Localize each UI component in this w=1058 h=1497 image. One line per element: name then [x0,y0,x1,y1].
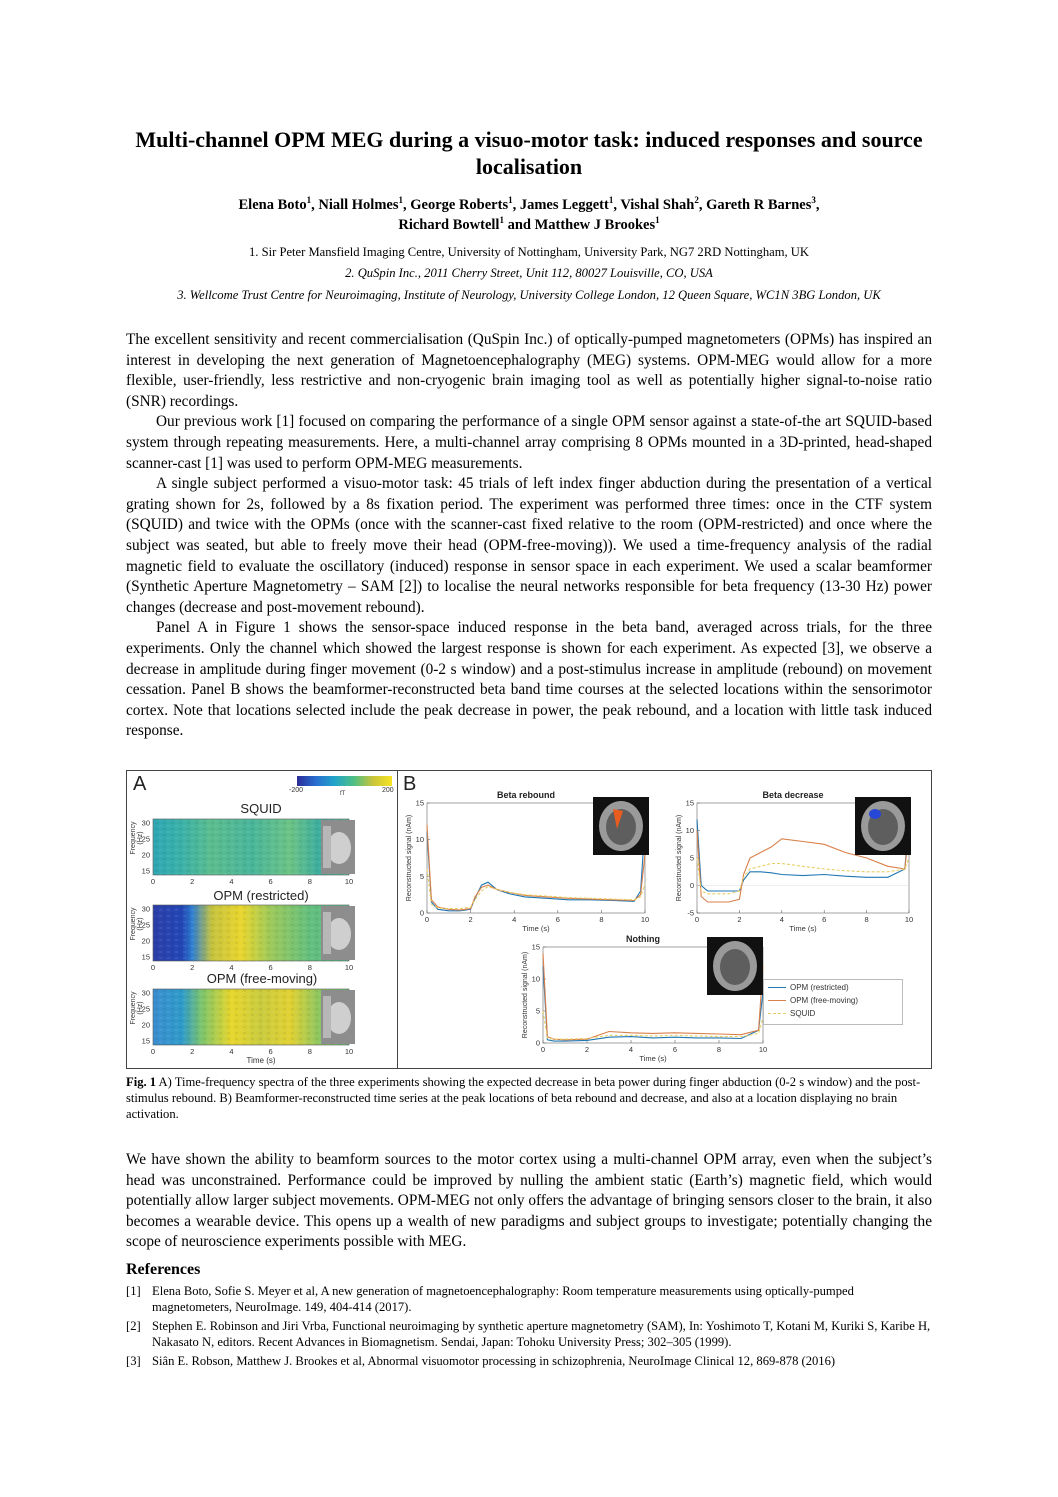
tick-label: 2 [190,963,195,972]
legend-swatch [768,1000,786,1001]
author: Matthew J Brookes [534,217,656,233]
main-text [126,330,932,742]
tick-label: 2 [737,915,742,924]
tick-label: 10 [344,1047,354,1056]
panel-a-letter: A [133,773,147,795]
tick-label: 25 [141,834,150,844]
tick-label: 4 [628,1045,634,1054]
author-affiliation: 1 [398,195,403,206]
tick-label: 5 [419,871,424,881]
tick-label: 20 [141,1020,150,1030]
tick-label: 4 [229,877,234,886]
reference-item: [1] Elena Boto, Sofie S. Meyer et al, A new generation of magnetoencephalography: Room temperature measurements using optically-pumped magnetometers, NeuroImage. 149, 404-414 (2017). [126,1284,854,1314]
photo-detail [323,826,331,868]
tick-label: 10 [758,1045,768,1054]
colorbar-unit: fT [340,791,346,797]
tick-label: 30 [141,904,150,914]
tick-label: 4 [779,915,784,924]
heatmap-ylabel: Frequency (Hz) [130,821,144,855]
affiliation-2: 2. QuSpin Inc., 2011 Cherry Street, Unit 112, 80027 Louisville, CO, USA [345,266,713,280]
colorbar-max: 200 [382,787,394,794]
paragraph: We have shown the ability to beamform sources to the motor cortex using a multi-channel OPM array, even when the subject’s head was unconstrained. Performance could be improved by nulling the ambient static (Earth’s) magnetic field, which would potentially allow larger subject movements. OPM-MEG not only offers the advantage of bringing sensors closer to the brain, it also becomes a wearable device. This opens up a wealth of new paradigms and subject groups to investigate; potentially changing the scope of neuroscience experiments possible with MEG. [126,1151,932,1251]
conclusion-text [126,1150,932,1253]
paragraph: Panel A in Figure 1 shows the sensor-space induced response in the beta band, averaged across trials, for the three experiments. Only the channel which showed the largest response is shown for each experiment. As expected [3], we observe a decrease in amplitude during finger movement (0-2 s window) and a post-stimulus increase in amplitude (rebound) on movement cessation. Panel B shows the beamformer-reconstructed beta band time courses at the selected locations within the sensorimotor cortex. Note that locations selected include the peak decrease in power, the peak rebound, and a location with little task induced response. [126,619,932,740]
tick-label: -5 [687,908,694,918]
tick-label: 0 [150,877,156,886]
photo-detail [323,996,331,1038]
tick-label: 6 [268,963,273,972]
tick-label: 2 [468,915,473,924]
reference-list [126,1283,932,1372]
author: Niall Holmes [318,197,399,213]
tick-label: 5 [689,853,694,863]
heatmap-ylabel: Frequency (Hz) [130,907,144,941]
tick-label: 30 [141,988,150,998]
heatmap-texture [153,905,349,961]
tick-label: 25 [141,920,150,930]
tick-label: 10 [415,835,424,845]
author: Vishal Shah [620,197,695,213]
tick-label: 8 [599,915,604,924]
tick-label: 8 [716,1045,722,1054]
author-affiliation: 1 [306,195,312,206]
tick-label: 10 [344,877,354,886]
tick-label: 2 [190,1047,195,1056]
heatmap-texture [153,989,349,1045]
reference-item: [3] Siân E. Robson, Matthew J. Brookes et al, Abnormal visuomotor processing in schizophrenia, NeuroImage Clinical 12, 869-878 (2016) [126,1354,836,1368]
tick-label: 15 [141,952,150,962]
tick-label: 6 [268,877,273,886]
panel-b-letter: B [403,773,417,795]
tick-label: 10 [904,915,914,924]
tick-label: 8 [307,963,312,972]
figure-1 [126,770,932,1069]
tick-label: 6 [268,1047,273,1056]
chart-legend [763,979,903,1025]
tick-label: 4 [229,963,234,972]
author: George Roberts [410,197,509,213]
paragraph: Our previous work [1] focused on comparing the performance of a single OPM sensor against a state-of-the art SQUID-based system through repeating measurements. Here, a multi-channel array comprising 8 OPMs mounted in a 3D-printed, head-shaped scanner-cast [1] was used to perform OPM-MEG measurements. [126,413,932,472]
tick-label: 6 [822,915,827,924]
tick-label: 15 [141,1036,150,1046]
tick-label: 20 [141,936,150,946]
paragraph: The excellent sensitivity and recent commercialisation (QuSpin Inc.) of optically-pumped magnetometers (OPMs) has inspired an interest in developing the next generation of Magnetoencephalography (MEG) systems. OPM-MEG would allow for a more flexible, user-friendly, less restrictive and non-cryogenic brain imaging tool as well as potentially higher signal-to-noise ratio (SNR) recordings. [126,331,932,410]
tick-label: 8 [307,877,312,886]
tick-label: 4 [229,1047,234,1056]
tick-label: 0 [150,963,156,972]
legend-swatch [768,1013,786,1014]
tick-label: 15 [415,798,424,808]
legend-item: OPM (free-moving) [768,996,858,1005]
author: James Leggett [519,197,609,213]
figure-caption [126,1074,932,1122]
tick-label: 15 [685,798,694,808]
heatmap-texture [153,819,349,875]
tick-label: 5 [535,1006,540,1016]
author-affiliation: 1 [608,195,614,206]
affiliation-1: 1. Sir Peter Mansfield Imaging Centre, University of Nottingham, University Park, NG7 2RD Nottingham, UK [249,245,809,259]
axis-label: Time (s) [789,924,817,933]
plot-title: Nothing [626,934,660,944]
tick-label: 2 [190,877,195,886]
axis-label: Reconstructed signal (nAm) [522,951,529,1039]
tick-label: 0 [150,1047,156,1056]
tick-label: 0 [535,1038,540,1048]
colorbar-min: -200 [289,787,304,794]
plot-title: Beta decrease [762,790,824,800]
paper-title: Multi-channel OPM MEG during a visuo-motor task: induced responses and source localisation [135,127,923,179]
legend-item: OPM (restricted) [768,983,849,992]
author-list: Elena Boto$^1$, Niall Holmes$^1$, George Roberts$^1$, James Leggett$^1$, Vishal Shah$^2$, Gareth R Barnes$^3$, Richard Bowtell$^1$ and Matthew J Brookes$^1$ [238,195,820,233]
author: Richard Bowtell [398,217,500,233]
tick-label: 0 [689,881,694,890]
plot-title: Beta rebound [496,790,556,800]
tick-label: 0 [694,915,700,924]
axis-label: Reconstructed signal (nAm) [406,814,413,902]
tick-label: 10 [531,974,540,984]
colorbar [297,776,392,786]
tick-label: 15 [531,942,540,952]
author: Elena Boto [238,197,307,213]
author: Gareth R Barnes [706,197,812,213]
tick-label: 25 [141,1004,150,1014]
tick-label: 8 [307,1047,312,1056]
heatmap-xlabel: Time (s) [246,1056,276,1065]
paragraph: A single subject performed a visuo-motor task: 45 trials of left index finger abduction during the presentation of a vertical grating shown for 2s, followed by a 8s fixation period. The experiment was performed three times: once in the CTF system (SQUID) and twice with the OPMs (once with the scanner-cast fixed relative to the room (OPM-restricted) and once where the subject was seated, but able to freely move their head (OPM-free-moving)). We used a time-frequency analysis of the radial magnetic field to evaluate the oscillatory (induced) response in sensor space in each experiment. We used a scalar beamformer (Synthetic Aperture Magnetometry – SAM [2]) to localise the neural networks responsible for beta frequency (13-30 Hz) power changes (decrease and post-movement rebound). [126,475,932,616]
tick-label: 0 [424,915,430,924]
heatmap-title: SQUID [240,801,282,816]
tick-label: 10 [344,963,354,972]
heatmap-ylabel: Frequency (Hz) [130,991,144,1025]
tick-label: 2 [584,1045,590,1054]
tick-label: 6 [555,915,560,924]
photo-detail [323,912,331,954]
tick-label: 8 [864,915,869,924]
caption-text: A) Time-frequency spectra of the three experiments showing the expected decrease in beta power during finger abduction (0-2 s window) and the post-stimulus rebound. B) Beamformer-reconstructed time series at the peak locations of beta rebound and decrease, and also at a location displaying no brain activation. [126,1075,921,1121]
tick-label: 6 [672,1045,678,1054]
axis-label: Time (s) [639,1054,667,1063]
reference-item: [2] Stephen E. Robinson and Jiri Vrba, Functional neuroimaging by synthetic aperture magnetometry (SAM), In: Yoshimoto T, Kotani M, Kuriki S, Karibe H, Nakasato N, editors. Recent Advances in Biomagnetism. Sendai, Japan: Tohoku University Press; 302–305 (1999). [126,1319,931,1349]
affiliation-3: 3. Wellcome Trust Centre for Neuroimaging, Institute of Neurology, University College London, 12 Queen Square, WC1N 3BG London, UK [177,288,881,302]
tick-label: 20 [141,850,150,860]
caption-label: Fig. 1 [126,1075,157,1089]
tick-label: 4 [512,915,517,924]
brain-image [720,949,750,985]
activation-blob [869,809,881,819]
tick-label: 10 [685,826,694,835]
heatmap-title: OPM (free-moving) [206,971,318,986]
author-affiliation: 1 [499,215,504,226]
tick-label: 15 [141,866,150,876]
tick-label: 10 [640,915,650,924]
author-affiliation: 2 [694,195,699,206]
references-heading: References [126,1261,201,1278]
tick-label: 0 [540,1045,546,1054]
tick-label: 30 [141,818,150,828]
tick-label: 0 [419,908,424,918]
legend-swatch [768,987,786,988]
legend-item: SQUID [768,1009,815,1018]
axis-label: Time (s) [522,924,550,933]
author-affiliation: 1 [508,195,513,206]
axis-label: Reconstructed signal (nAm) [676,814,683,902]
author-affiliation: 1 [655,215,660,226]
panel-a [142,776,392,1056]
heatmap-title: OPM (restricted) [213,888,309,903]
author-affiliation: 3 [811,195,816,206]
